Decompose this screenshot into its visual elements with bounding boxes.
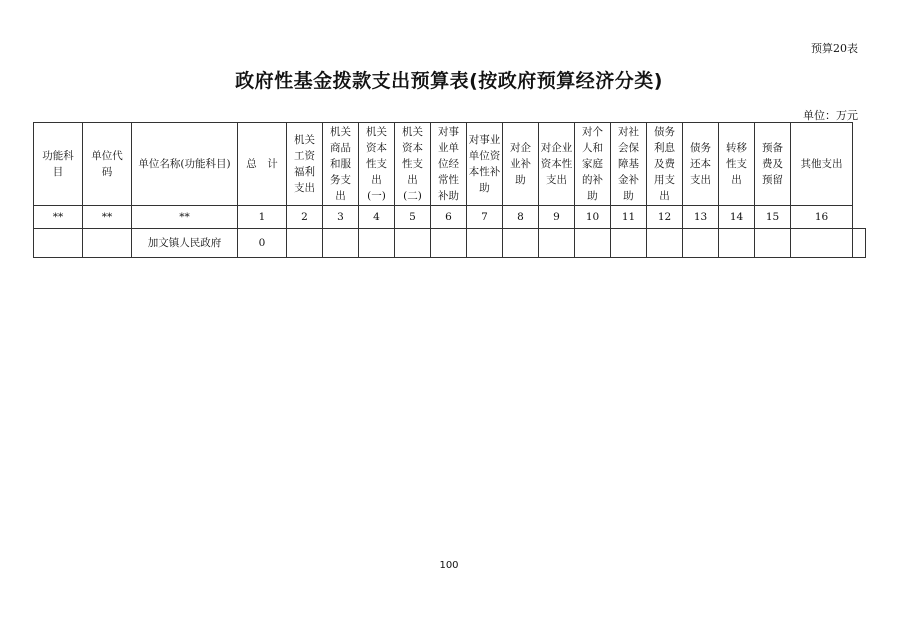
header-cell: 对个人和家庭的补助 [575,123,611,206]
number-cell: 8 [503,206,539,229]
func-cell [34,229,83,258]
header-cell: 对事业单位资本性补助 [467,123,503,206]
header-cell: 其他支出 [791,123,853,206]
number-cell: 3 [323,206,359,229]
value-cell [575,229,611,258]
number-cell: 4 [359,206,395,229]
value-cell [791,229,853,258]
header-cell: 功能科目 [34,123,83,206]
page-title: 政府性基金拨款支出预算表(按政府预算经济分类) [235,70,663,92]
header-row [34,123,866,206]
header-cell: 机关工资福利支出 [287,123,323,206]
table-row [34,229,866,258]
header-cell: 单位代码 [83,123,132,206]
header-cell: 对社会保障基金补助 [611,123,647,206]
value-cell [431,229,467,258]
value-cell [719,229,755,258]
number-cell: ** [83,206,132,229]
number-cell: 1 [238,206,287,229]
value-cell [647,229,683,258]
value-cell [287,229,323,258]
header-cell: 债务利息及费用支出 [647,123,683,206]
code-cell [83,229,132,258]
number-cell: 10 [575,206,611,229]
number-cell: 7 [467,206,503,229]
value-cell [395,229,431,258]
header-cell: 债务还本支出 [683,123,719,206]
header-cell: 对企业补助 [503,123,539,206]
value-cell [683,229,719,258]
form-code: 预算20表 [811,42,858,55]
number-cell: 2 [287,206,323,229]
value-cell [755,229,791,258]
value-cell [503,229,539,258]
number-cell: 11 [611,206,647,229]
number-cell: 15 [755,206,791,229]
unit-label: 单位：万元 [803,109,858,122]
number-cell: ** [132,206,238,229]
value-cell [853,229,866,258]
number-row [34,206,866,229]
budget-table [33,122,866,258]
value-cell [539,229,575,258]
header-cell: 对事业单位经常性补助 [431,123,467,206]
unit-name-cell: 加文镇人民政府 [132,229,238,258]
number-cell: 12 [647,206,683,229]
number-cell: 5 [395,206,431,229]
number-cell: ** [34,206,83,229]
value-cell [323,229,359,258]
header-cell: 预备费及预留 [755,123,791,206]
header-cell: 机关资本性支出(一) [359,123,395,206]
header-cell: 对企业资本性支出 [539,123,575,206]
number-cell: 6 [431,206,467,229]
number-cell: 9 [539,206,575,229]
header-cell: 机关资本性支出(二) [395,123,431,206]
header-cell: 机关商品和服务支出 [323,123,359,206]
header-cell: 单位名称(功能科目) [132,123,238,206]
value-cell [467,229,503,258]
number-cell: 16 [791,206,853,229]
value-cell [359,229,395,258]
number-cell: 14 [719,206,755,229]
page-number: 100 [439,560,459,571]
number-cell: 13 [683,206,719,229]
header-cell: 总 计 [238,123,287,206]
value-cell [611,229,647,258]
header-cell: 转移性支出 [719,123,755,206]
total-cell: 0 [238,229,287,258]
